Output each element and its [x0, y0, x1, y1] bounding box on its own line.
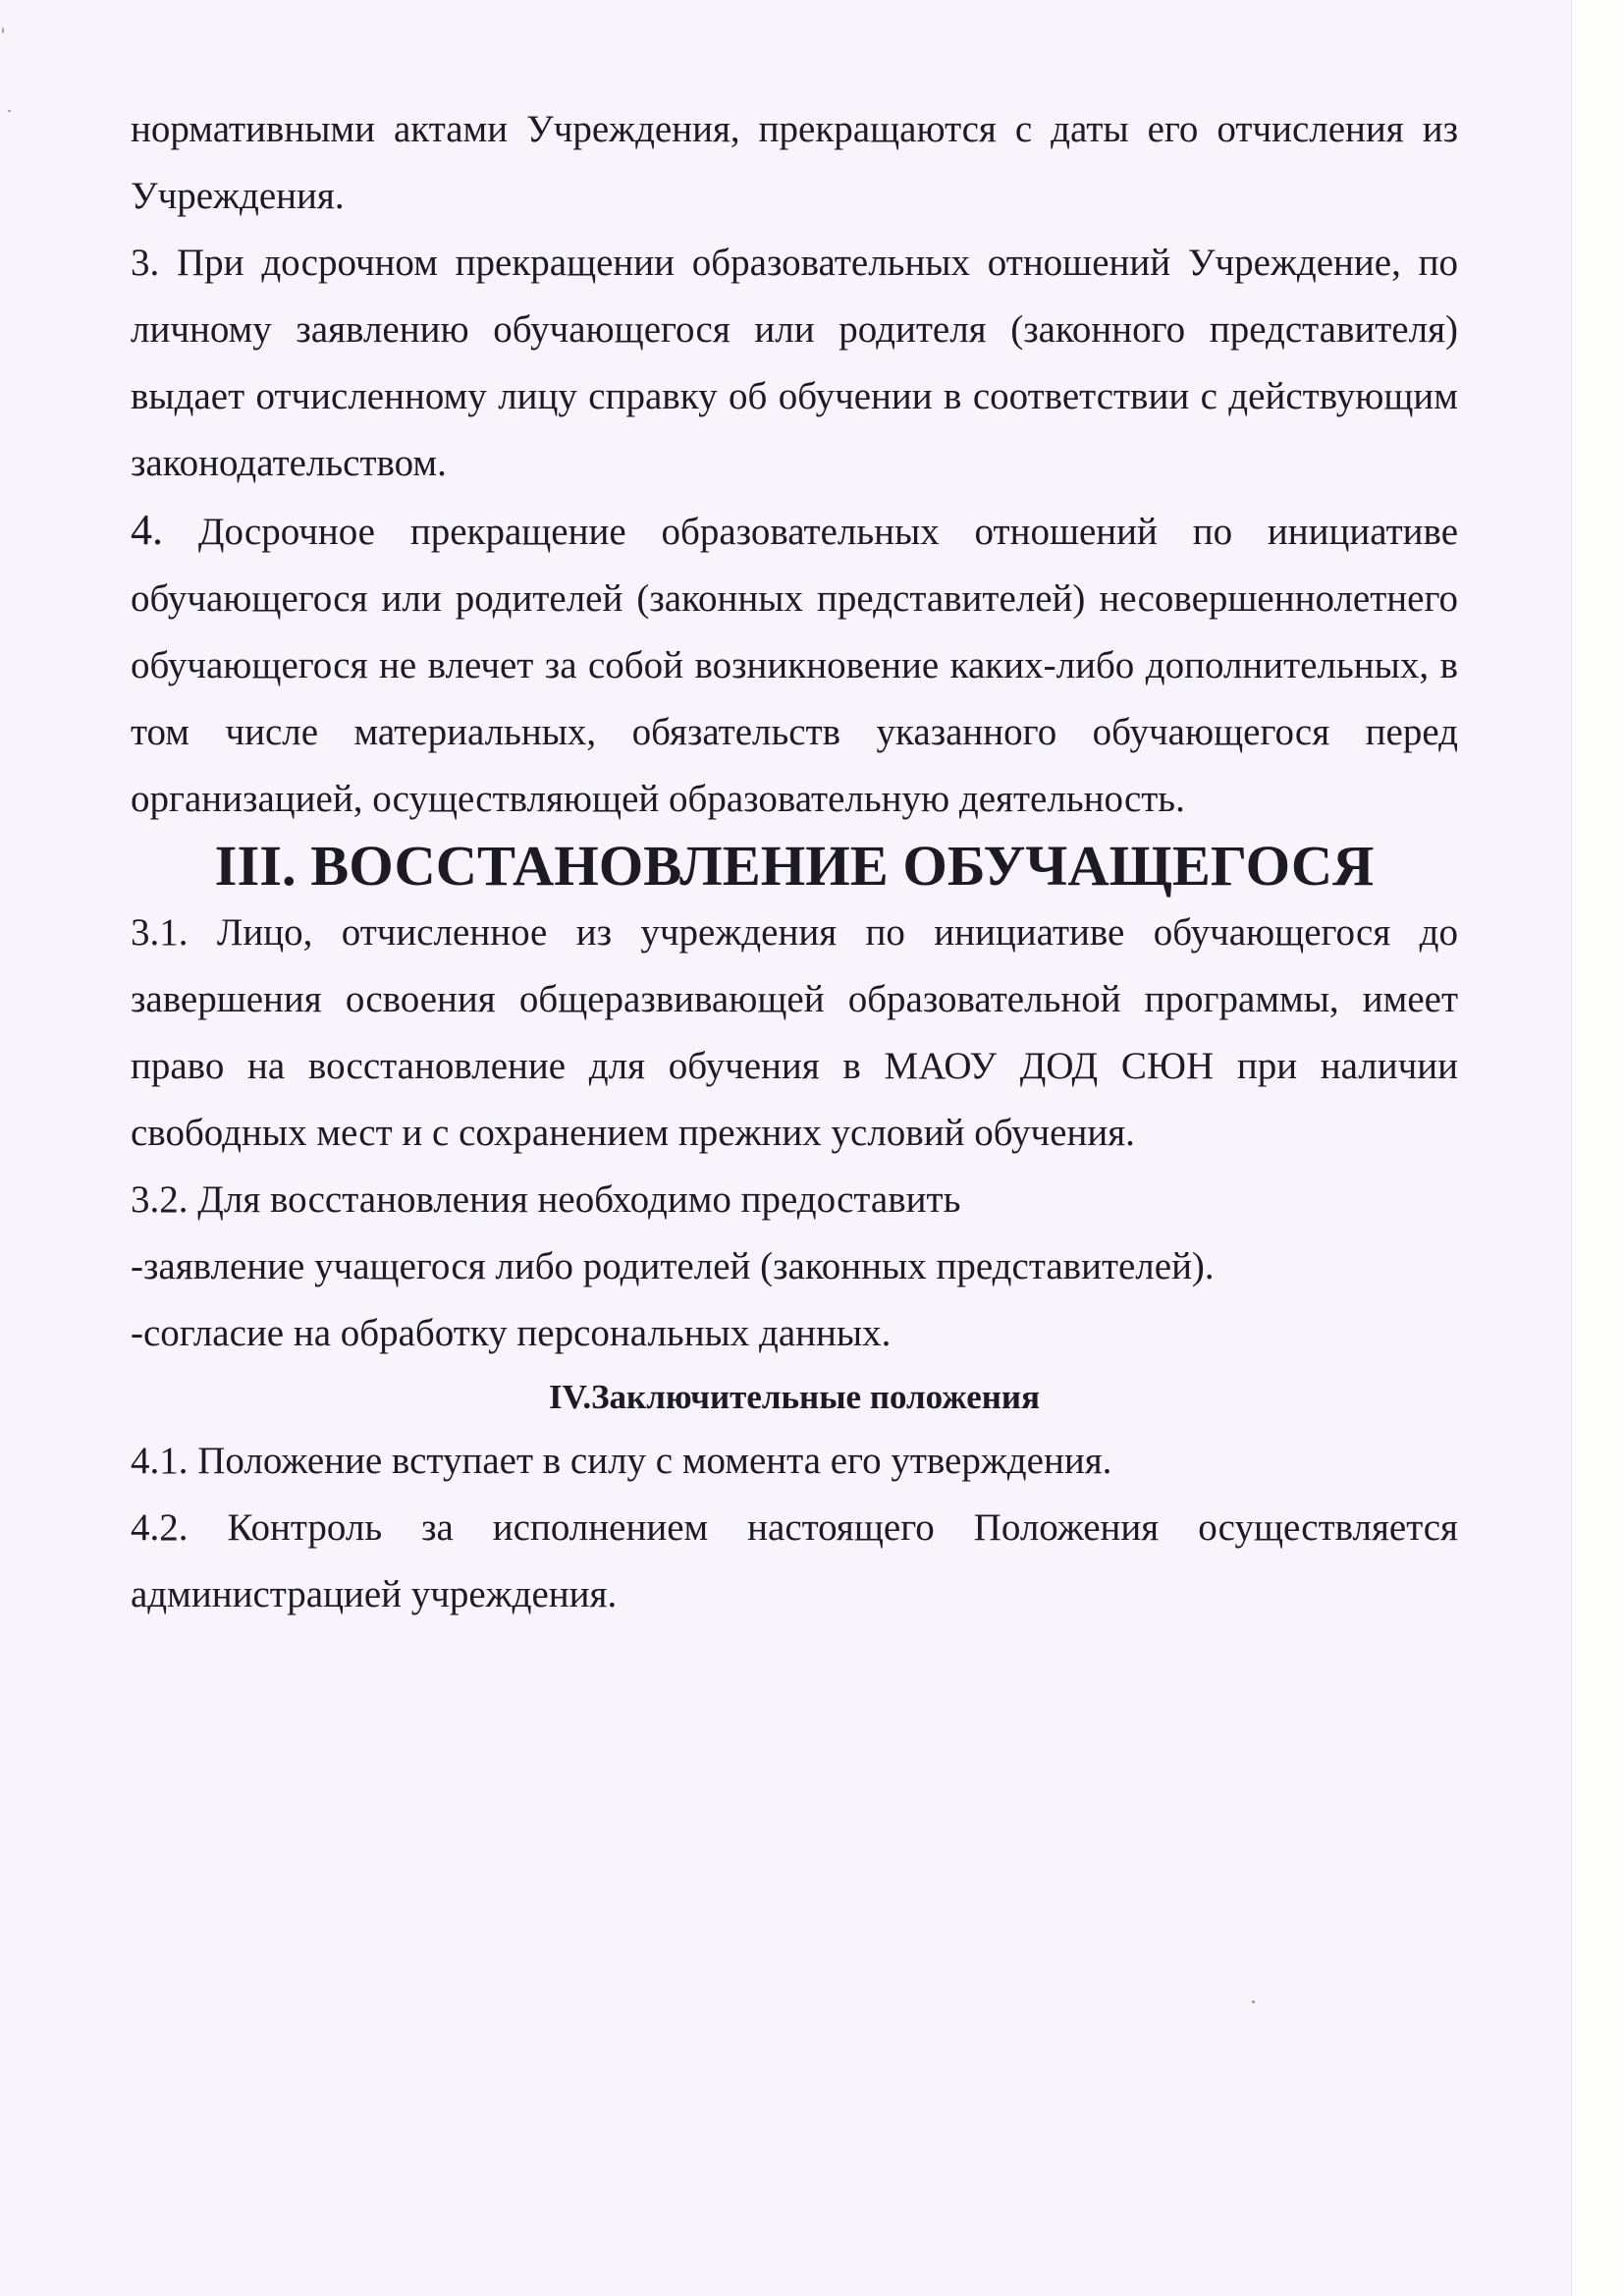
paragraph-4-1: 4.1. Положение вступает в силу с момента его утверждения. — [131, 1440, 1112, 1482]
paragraph-item-3: 3. При досрочном прекращении образовательных отношений Учреждение, по личному заявлению обучающегося или родителя (законного представителя) выдает отчисленному лицу справку об обучении в соответствии с действующим законодательством. — [131, 242, 1458, 484]
scan-speck — [8, 110, 11, 112]
paragraph-3-2-item-consent: -согласие на обработку персональных данных. — [131, 1312, 892, 1354]
paragraph-continuation: нормативными актами Учреждения, прекращаются с даты его отчисления из Учреждения. — [131, 108, 1458, 217]
scan-speck — [2, 27, 4, 33]
scan-margin — [1571, 0, 1623, 2296]
paragraph-item-4 — [131, 497, 1458, 833]
section-3-title: III. ВОССТАНОВЛЕНИЕ ОБУЧАЩЕГОСЯ — [214, 834, 1375, 898]
document-body — [131, 96, 1458, 1628]
paragraph-3-2: 3.2. Для восстановления необходимо предоставить — [131, 1178, 961, 1221]
paragraph-4-2: 4.2. Контроль за исполнением настоящего Положения осуществляется администрацией учреждения. — [131, 1506, 1458, 1615]
paragraph-3-1: 3.1. Лицо, отчисленное из учреждения по инициативе обучающегося до завершения освоения общеразвивающей образовательной программы, имеет право на восстановление для обучения в МАОУ ДОД СЮН при наличии свободных мест и с сохранением прежних условий обучения. — [131, 911, 1458, 1154]
item-4-text: Досрочное прекращение образовательных отношений по инициативе обучающегося или родителей (законных представителей) несовершеннолетнего обучающегося не влечет за собой возникновение каких-либо дополнительных, в том числе материальных, обязательств указанного обучающегося перед организацией, осуществляющей образовательную деятельность. — [131, 511, 1459, 820]
section-4-title: IV.Заключительные положения — [548, 1378, 1041, 1416]
paragraph-3-2-item-application: -заявление учащегося либо родителей (законных представителей). — [131, 1245, 1215, 1287]
item-4-number: 4. — [131, 506, 163, 554]
scan-speck — [1252, 2000, 1255, 2003]
